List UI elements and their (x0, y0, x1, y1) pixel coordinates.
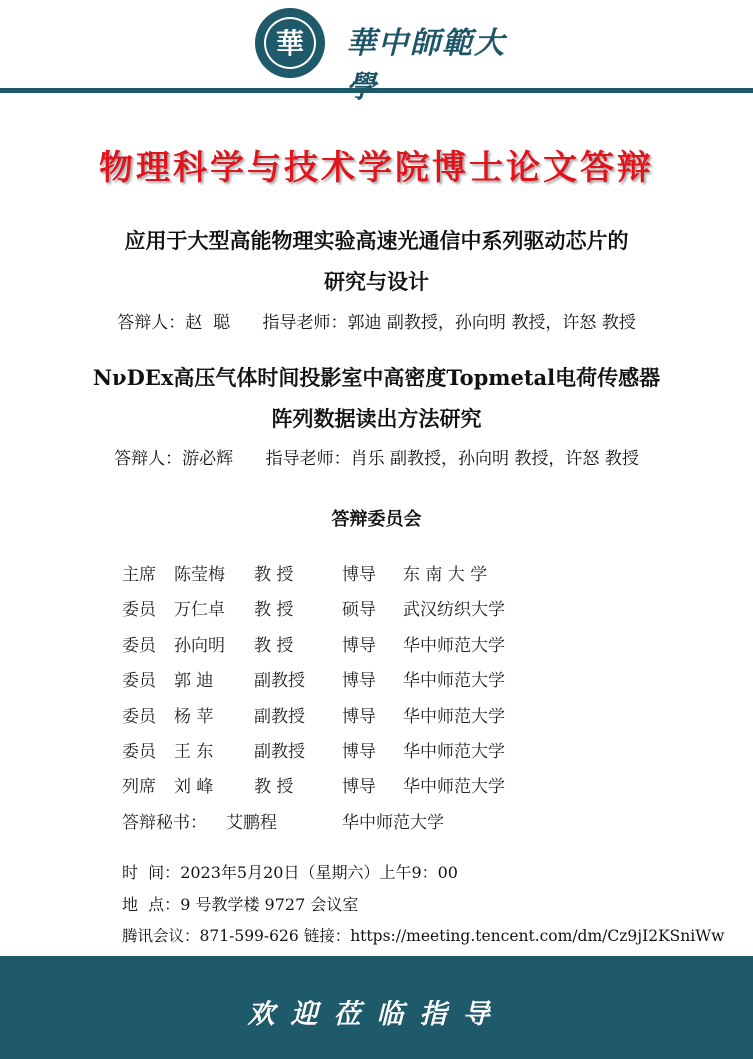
advisor-label: 指导老师： (265, 449, 351, 469)
member-role: 列席 (122, 777, 156, 797)
footer-band (0, 956, 753, 1059)
university-logo (254, 7, 326, 79)
member-name: 孙向明 (174, 636, 225, 656)
member-role: 委员 (122, 742, 156, 762)
member-name: 杨 苹 (174, 707, 214, 727)
meeting-label: 腾讯会议： (122, 927, 200, 945)
member-degree: 博导 (342, 707, 376, 727)
secretary-label: 答辩秘书： (122, 813, 207, 833)
thesis-1-title-line1: 应用于大型高能物理实验高速光通信中系列驱动芯片的 (124, 228, 629, 253)
logo-char: 華 (275, 27, 305, 60)
member-title: 教 授 (254, 636, 294, 656)
member-name: 王 东 (174, 742, 214, 762)
member-title: 教 授 (254, 600, 294, 620)
time-label: 时 间： (122, 863, 181, 882)
meeting-line (122, 924, 724, 946)
member-institution: 华中师范大学 (403, 777, 505, 797)
time-value: 2023年5月20日（星期六）上午9：00 (180, 863, 458, 882)
top-divider-bar (0, 88, 753, 93)
member-title: 教 授 (254, 565, 294, 585)
member-name: 陈莹梅 (174, 565, 225, 585)
header (0, 0, 753, 86)
meeting-link[interactable]: https://meeting.tencent.com/dm/Cz9jI2KSniWw (350, 927, 725, 945)
member-name: 郭 迪 (174, 671, 214, 691)
member-institution: 华中师范大学 (403, 671, 505, 691)
place-label: 地 点： (122, 895, 181, 914)
thesis-2-title-line1: NνDEx高压气体时间投影室中高密度Topmetal电荷传感器 (92, 365, 661, 390)
place-line (122, 892, 358, 915)
advisor-label: 指导老师： (262, 313, 348, 333)
thesis-1-defender-line (0, 308, 753, 333)
defender-name: 游必辉 (182, 449, 234, 469)
defender-label: 答辩人： (114, 449, 183, 469)
member-institution: 华中师范大学 (403, 707, 505, 727)
member-role: 委员 (122, 707, 156, 727)
member-role: 委员 (122, 600, 156, 620)
member-institution: 武汉纺织大学 (403, 600, 505, 620)
link-label: 链接： (303, 927, 351, 945)
member-role: 委员 (122, 636, 156, 656)
defender-label: 答辩人： (117, 313, 186, 333)
member-degree: 博导 (342, 565, 376, 585)
member-title: 副教授 (254, 742, 305, 762)
advisor-names: 肖乐 副教授，孙向明 教授，许怒 教授 (350, 449, 639, 469)
member-role: 委员 (122, 671, 156, 691)
committee-heading: 答辩委员会 (331, 509, 422, 530)
member-degree: 博导 (342, 671, 376, 691)
member-degree: 博导 (342, 742, 376, 762)
member-role: 主席 (122, 565, 156, 585)
member-institution: 华中师范大学 (403, 742, 505, 762)
meeting-id: 871-599-626 (199, 927, 299, 945)
defender-name: 赵 聪 (185, 313, 231, 333)
member-title: 副教授 (254, 707, 305, 727)
member-name: 刘 峰 (174, 777, 214, 797)
member-degree: 硕导 (342, 600, 376, 620)
thesis-2-defender-line (0, 444, 753, 469)
welcome-text: 欢迎莅临指导 (247, 999, 506, 1030)
page-title: 物理科学与技术学院博士论文答辩 (99, 148, 654, 188)
member-title: 副教授 (254, 671, 305, 691)
time-line (122, 860, 458, 883)
member-institution: 东 南 大 学 (403, 565, 488, 585)
thesis-1-title-line2: 研究与设计 (324, 269, 429, 294)
secretary-name: 艾鹏程 (226, 813, 277, 833)
advisor-names: 郭迪 副教授，孙向明 教授，许怒 教授 (347, 313, 636, 333)
member-degree: 博导 (342, 636, 376, 656)
member-institution: 华中师范大学 (403, 636, 505, 656)
secretary-row (122, 808, 622, 832)
university-name: 華中師範大 (346, 26, 506, 61)
place-value: 9 号教学楼 9727 会议室 (180, 895, 359, 914)
member-degree: 博导 (342, 777, 376, 797)
member-title: 教 授 (254, 777, 294, 797)
thesis-2-title-line2: 阵列数据读出方法研究 (271, 406, 482, 431)
secretary-institution: 华中师范大学 (342, 813, 444, 833)
member-name: 万仁卓 (174, 600, 225, 620)
